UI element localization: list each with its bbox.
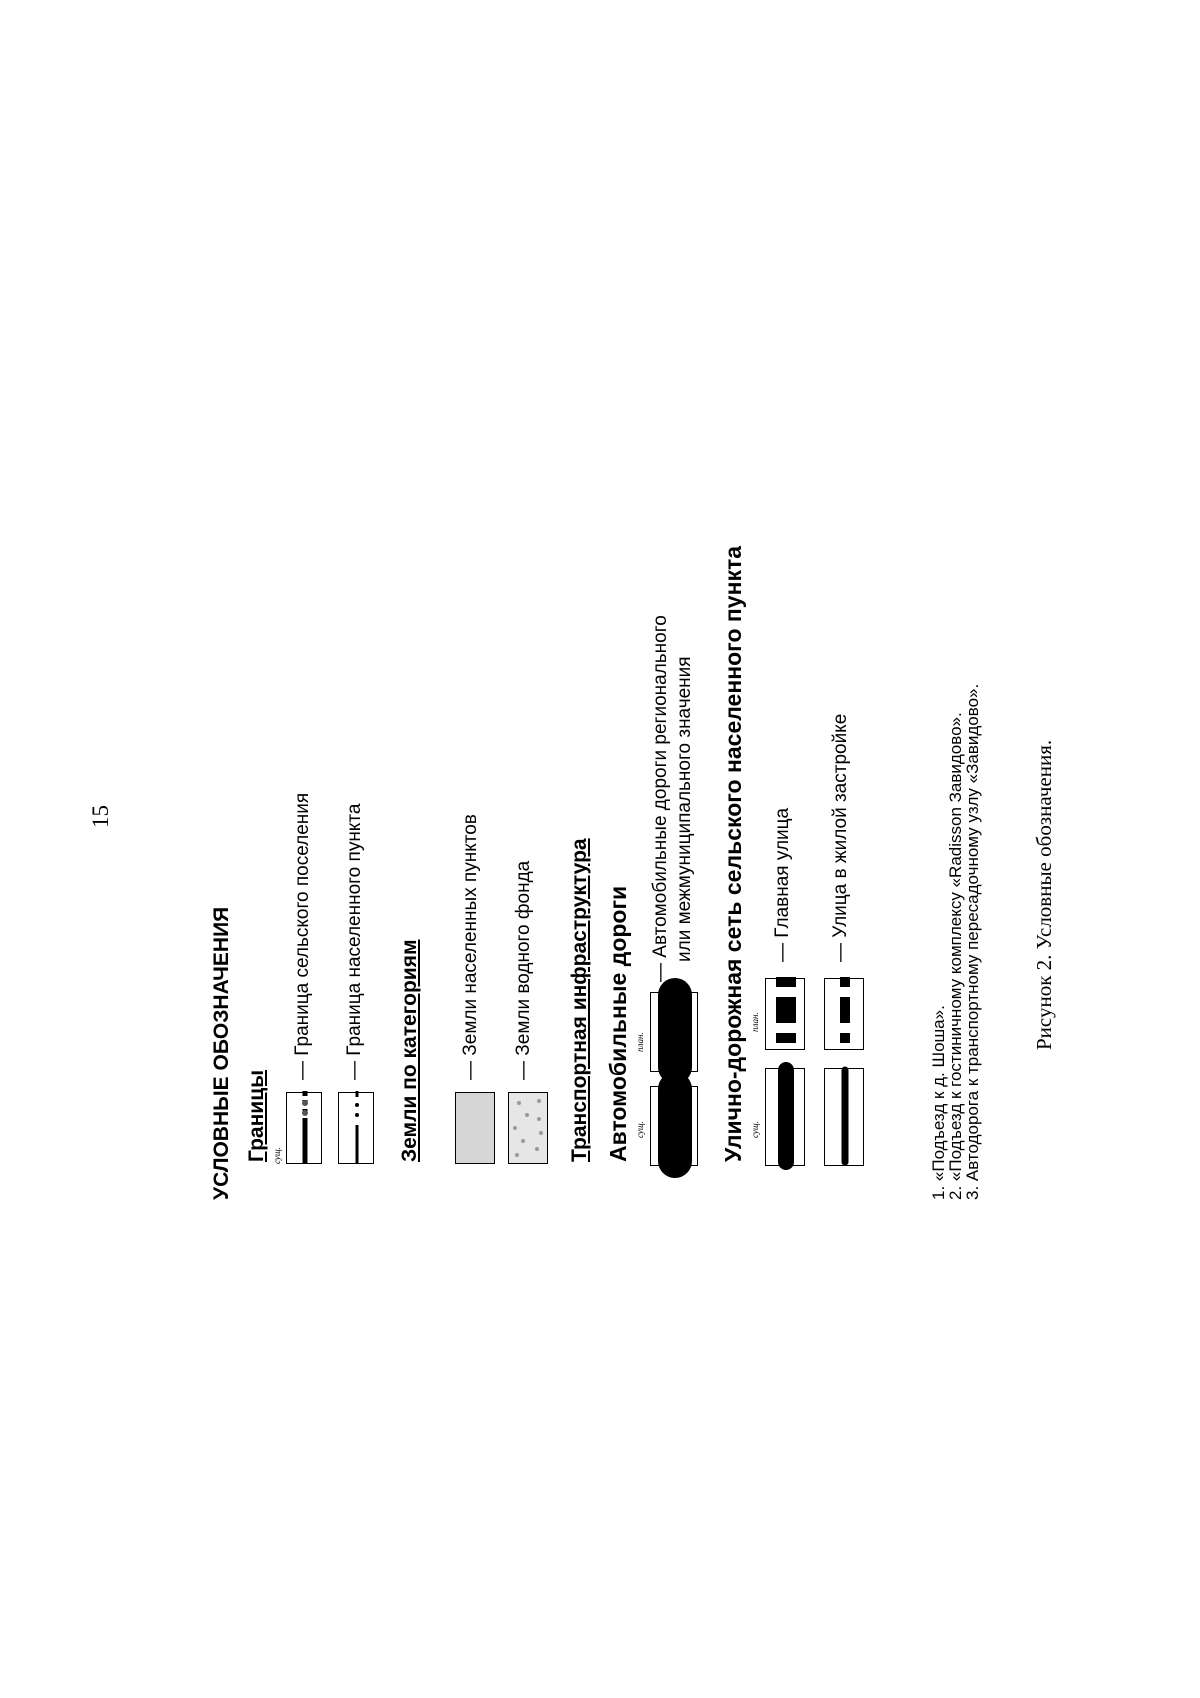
streets-heading: Улично-дорожная сеть сельского населенного пункта <box>720 545 746 1162</box>
regional-roads-label-line2: или межмуниципального значения <box>674 656 695 962</box>
land-categories-heading: Земли по категориям <box>398 939 421 1162</box>
legend-frame <box>210 100 1090 1200</box>
main-street-planned-line <box>766 977 806 1049</box>
main-street-label: — Главная улица <box>772 807 793 962</box>
settlement-land-label: — Земли населенных пунктов <box>460 814 481 1080</box>
water-land-label: — Земли водного фонда <box>513 860 534 1080</box>
roads-planned-note: план. <box>635 1032 645 1052</box>
figure-caption: Рисунок 2. Условные обозначения. <box>1032 739 1056 1050</box>
regional-roads-label-line1: — Автомобильные дороги регионального <box>650 615 671 982</box>
locality-border-line <box>339 1091 375 1163</box>
settlement-border-label: — Граница сельского поселения <box>292 792 313 1080</box>
streets-existing-note: сущ. <box>750 1121 760 1138</box>
transport-heading: Транспортная инфраструктура <box>568 838 591 1162</box>
legend-title: УСЛОВНЫЕ ОБОЗНАЧЕНИЯ <box>210 906 233 1200</box>
roads-heading: Автомобильные дороги <box>605 885 631 1162</box>
streets-planned-note: план. <box>750 1012 760 1032</box>
locality-border-label: — Граница населенного пункта <box>344 803 365 1080</box>
borders-heading: Границы <box>245 1069 268 1162</box>
residential-street-planned-line <box>825 977 865 1049</box>
main-street-existing-line <box>766 1067 806 1165</box>
water-land-swatch <box>508 1092 548 1164</box>
locality-border-symbol <box>338 1092 374 1164</box>
settlement-land-swatch <box>455 1092 495 1164</box>
residential-street-existing-symbol <box>824 1068 864 1166</box>
planned-road-line <box>651 991 699 1071</box>
borders-existing-note: сущ. <box>272 1147 282 1164</box>
water-land-texture <box>509 1091 549 1163</box>
residential-street-planned-symbol <box>824 978 864 1050</box>
residential-street-label: — Улица в жилой застройке <box>830 713 851 962</box>
settlement-border-symbol <box>286 1092 322 1164</box>
settlement-border-line <box>287 1091 323 1163</box>
existing-road-symbol <box>650 1086 698 1166</box>
main-street-existing-symbol <box>765 1068 805 1166</box>
footnote-3: 3. Автодорога к транспортному пересадочному узлу «Завидово». <box>963 683 982 1200</box>
footnote-2: 2. «Подъезд к гостиничному комплексу «Radisson Завидово». <box>946 712 965 1200</box>
roads-existing-note: сущ. <box>635 1121 645 1138</box>
residential-street-existing-line <box>825 1067 865 1165</box>
main-street-planned-symbol <box>765 978 805 1050</box>
existing-road-line <box>651 1085 699 1165</box>
page-number: 15 <box>88 805 113 828</box>
planned-road-symbol <box>650 992 698 1072</box>
footnote-1: 1. «Подъезд к д. Шоша». <box>929 1005 948 1200</box>
